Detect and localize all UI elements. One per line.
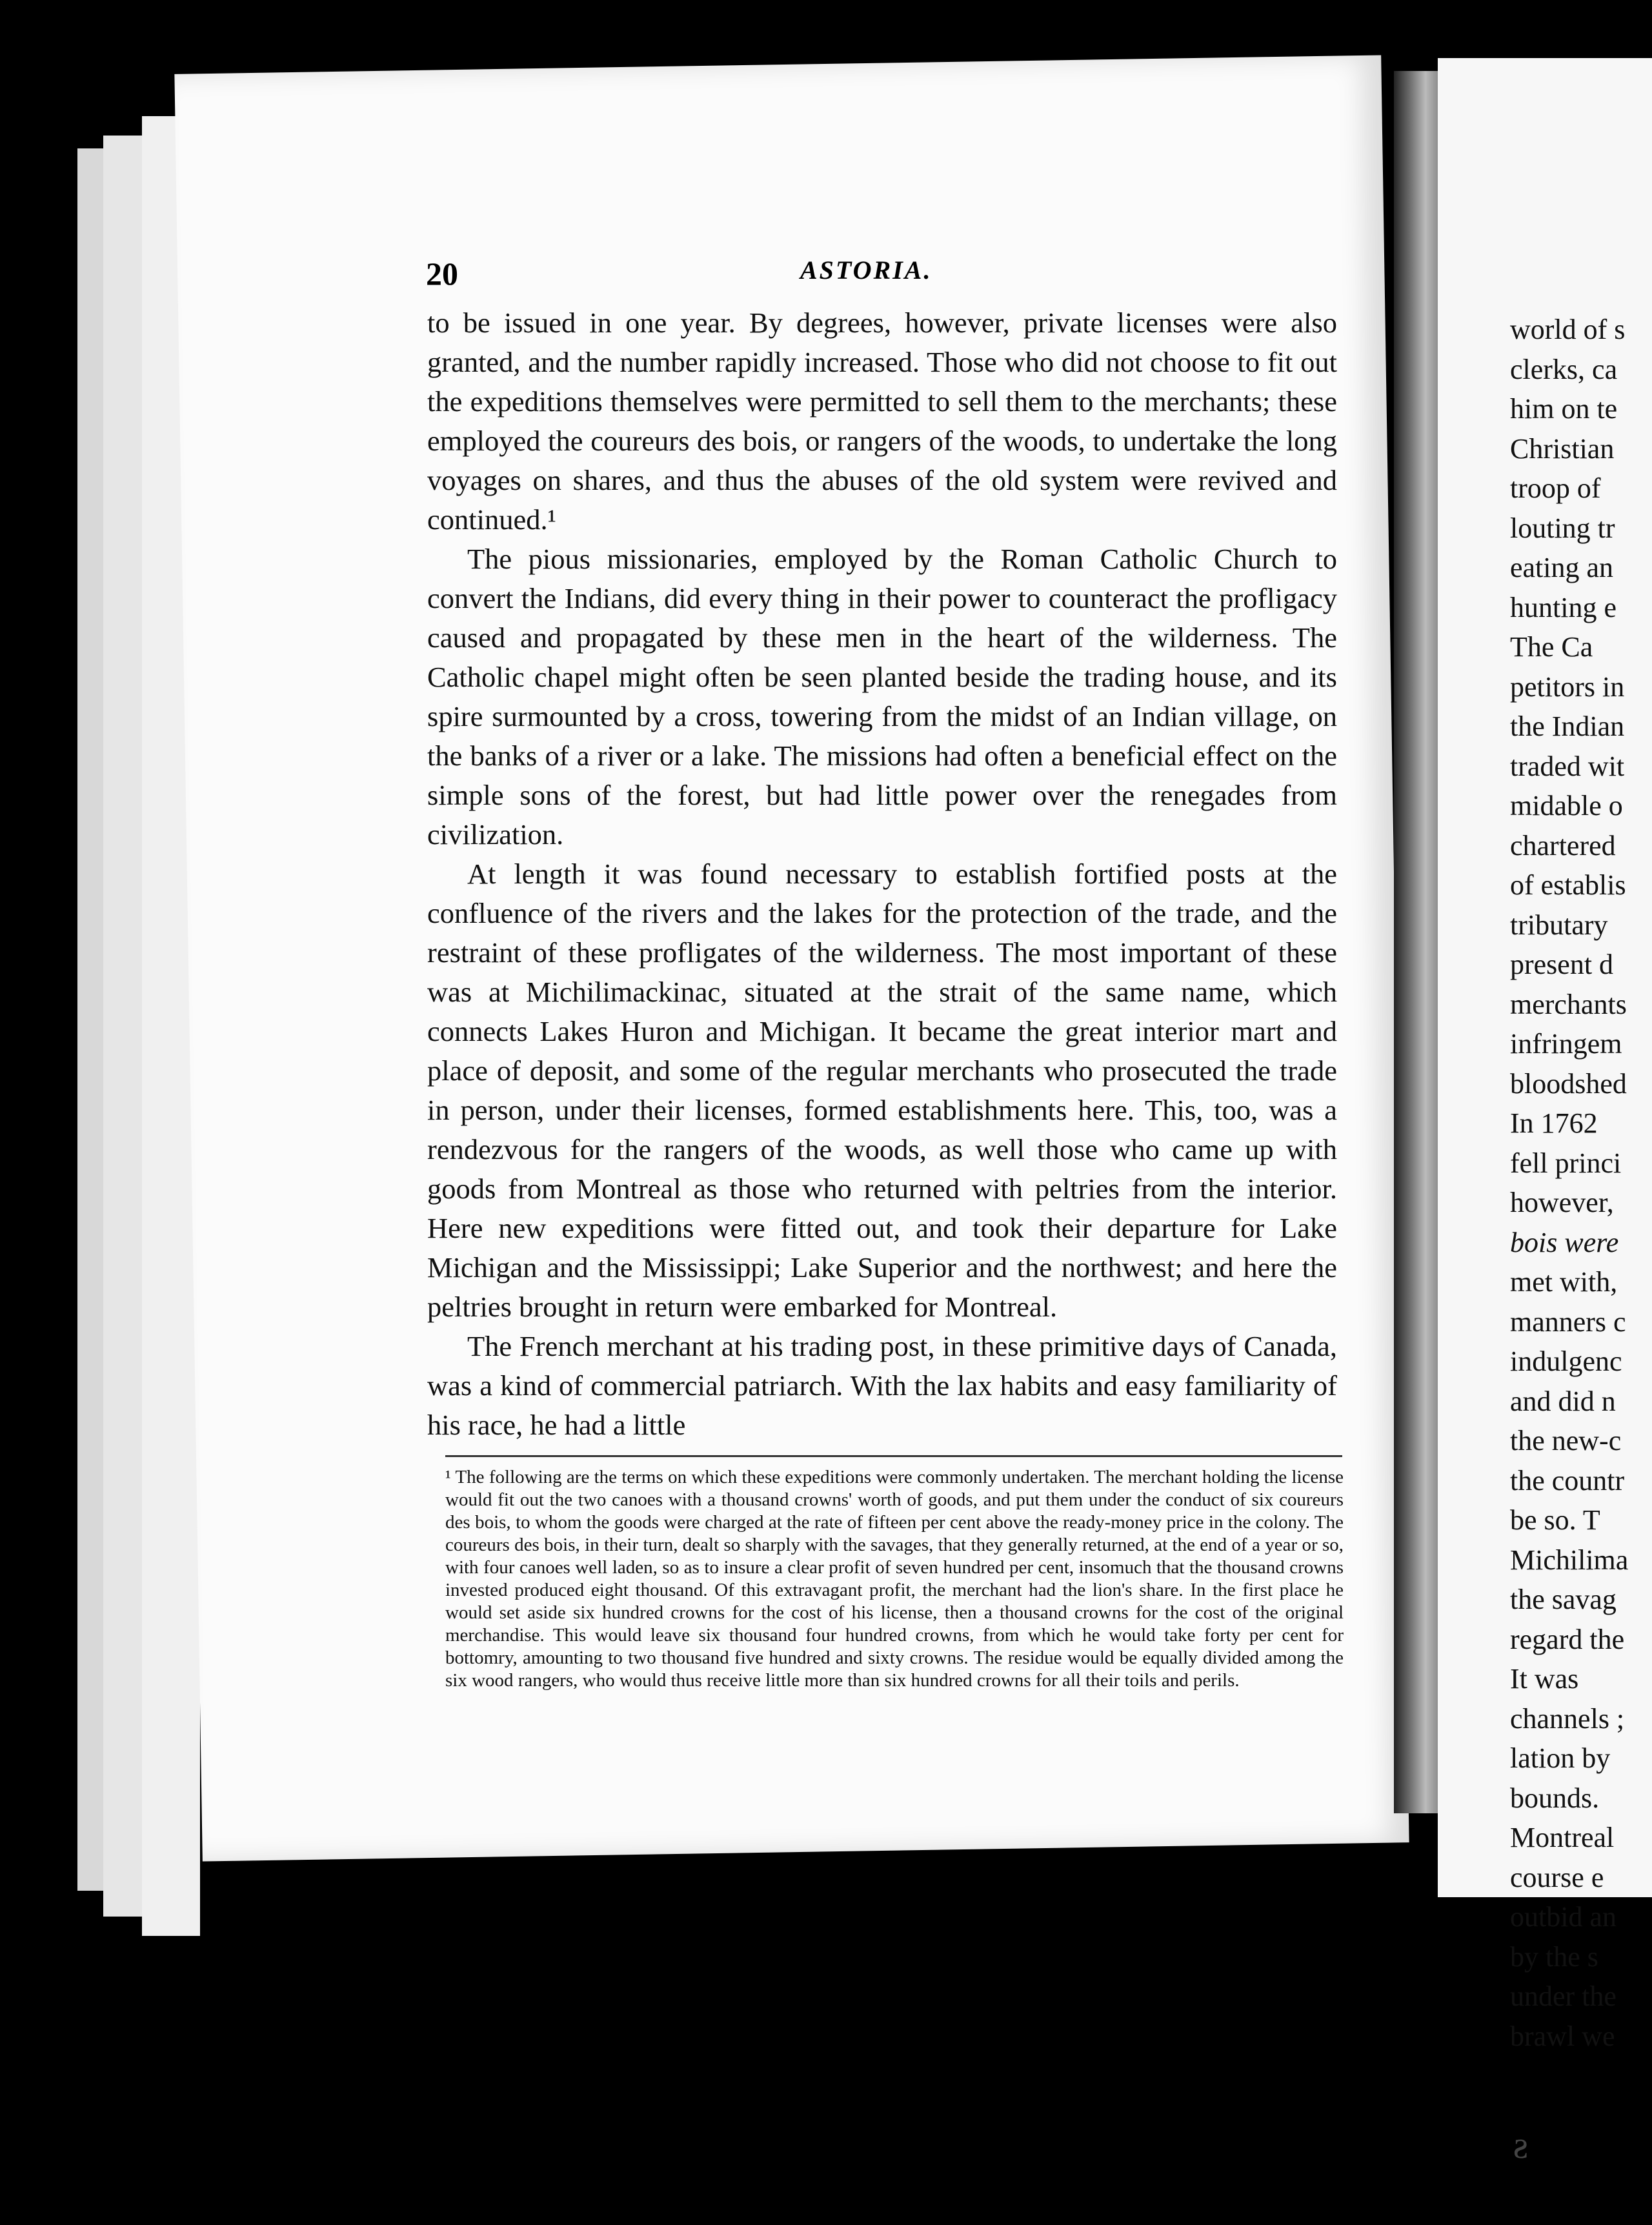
right-line: merchants [1510,988,1627,1020]
right-line: by the s [1510,1940,1598,1973]
right-line: regard the [1510,1623,1625,1655]
right-line: the new-c [1510,1425,1622,1456]
right-line: Christian [1510,432,1615,465]
right-line: bloodshed [1510,1067,1627,1100]
right-line: louting tr [1510,512,1615,544]
right-line: him on te [1510,393,1618,425]
paragraph: to be issued in one year. By degrees, however, private licenses were also granted, and the number rapidly increased. Those who did not choose to fit out the expeditions themselves were permitted to sell them to the merchants; these employed the coureurs des bois, or rangers of the woods, to undertake the long voyages on shares, and thus the abuses of the old system were revived and continued.¹ [427,307,1337,536]
right-line: fell princi [1510,1147,1622,1179]
right-line: bounds. [1510,1782,1600,1814]
page-stack-edge [77,148,103,1891]
right-line: under the [1510,1980,1617,2012]
right-line: world of s [1510,314,1626,345]
page-mark: ƨ [1513,2124,1529,2166]
right-line: channels ; [1510,1702,1625,1735]
right-line: Montreal [1510,1822,1615,1853]
body-text [427,303,1337,1445]
footnote: ¹ The following are the terms on which these expeditions were commonly undertaken. The merchant holding the license would fit out the two canoes with a thousand crowns' worth of goods, and put them under the conduct of six coureurs des bois, to whom the goods were charged at the rate of fifteen per cent above the ready-money price in the colony. The coureurs des bois, in their turn, dealt so sharply with the savages, that they generally returned, at the end of a year or so, with four canoes well laden, so as to insure a clear profit of seven hundred per cent, insomuch that the thousand crowns invested produced eight thousand. Of this extravagant profit, the merchant had the lion's share. In the first place he would set aside six hundred crowns for the cost of his license, then a thousand crowns for the cost of the original merchandise. This would leave six thousand four hundred crowns, from which he would take forty per cent for bottomry, amounting to two thousand five hundred and sixty crowns. The residue would be equally divided among the six wood rangers, who would thus receive little more than six hundred crowns for all their toils and perils. [445,1467,1344,1691]
right-line: present d [1510,949,1614,980]
right-line: It was [1510,1663,1579,1695]
right-line: outbid an [1510,1901,1617,1933]
right-line: midable o [1510,790,1623,821]
right-line: tributary [1510,909,1608,941]
paragraph: The French merchant at his trading post, in these primitive days of Canada, was a kind of commercial patriarch. With the lax habits and easy familiarity of his race, he had a little [427,1330,1337,1441]
right-line: traded wit [1510,750,1625,782]
footnote-rule [445,1455,1342,1457]
right-line: bois were [1510,1226,1619,1258]
right-line: The Ca [1510,631,1593,663]
page-number: 20 [426,256,458,292]
right-line: Michilima [1510,1544,1629,1576]
right-line: and did n [1510,1385,1616,1417]
right-line: hunting e [1510,591,1617,623]
right-line: lation by [1510,1742,1611,1774]
right-line: chartered [1510,829,1616,861]
book-gutter [1394,71,1439,1813]
right-line: course e [1510,1861,1604,1893]
right-line: however, [1510,1187,1614,1218]
running-title: ASTORIA. [800,256,932,285]
right-line: indulgenc [1510,1345,1622,1377]
right-line: eating an [1510,552,1614,583]
right-line: of establis [1510,869,1626,901]
right-line: the Indian [1510,710,1625,742]
right-line: the countr [1510,1464,1625,1496]
paragraph: The pious missionaries, employed by the Roman Catholic Church to convert the Indians, did every thing in their power to counteract the profligacy caused and propagated by these men in the heart of the wilderness. The Catholic chapel might often be seen planted beside the trading house, and its spire surmounted by a cross, towering from the midst of an Indian village, on the banks of a river or a lake. The missions had often a beneficial effect on the simple sons of the forest, but had little power over the renegades from civilization. [427,543,1337,851]
paragraph: At length it was found necessary to establish fortified posts at the confluence of the rivers and the lakes for the protection of the trade, and the restraint of these profligates of the wilderness. The most important of these was at Michilimackinac, situated at the strait of the same name, which connects Lakes Huron and Michigan. It became the great interior mart and place of deposit, and some of the regular merchants who prosecuted the trade in person, under their licenses, formed establishments here. This, too, was a rendezvous for the rangers of the woods, as well those who came up with goods from Montreal as those who returned with peltries from the interior. Here new expeditions were fitted out, and took their departure for Lake Michigan and the Mississippi; Lake Superior and the northwest; and here the peltries brought in return were embarked for Montreal. [427,858,1337,1323]
right-line: In 1762 [1510,1107,1598,1139]
right-line: manners c [1510,1305,1626,1338]
right-line: infringem [1510,1028,1622,1060]
right-line: met with, [1510,1266,1618,1298]
page-stack-edge [103,136,142,1917]
right-line: troop of [1510,472,1601,504]
running-head [426,255,1336,300]
right-line: the savag [1510,1584,1617,1615]
right-line: brawl we [1510,2020,1615,2052]
right-line: petitors in [1510,670,1625,703]
right-line: clerks, ca [1510,353,1618,385]
right-page-text [1510,310,1652,2056]
right-line: be so. T [1510,1504,1600,1536]
